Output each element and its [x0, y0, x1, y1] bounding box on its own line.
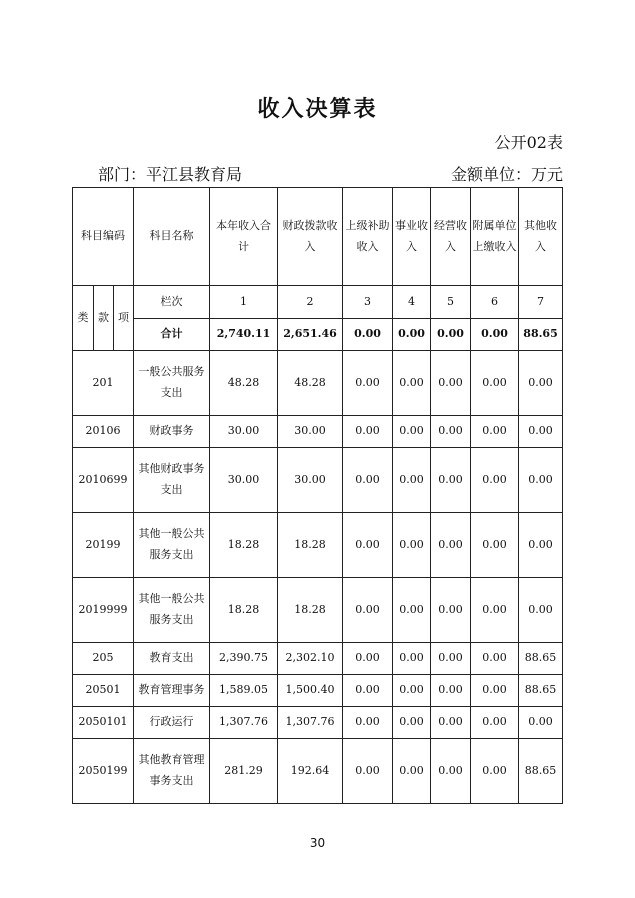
- total-cell: 0.00: [471, 319, 519, 351]
- amount-cell: 0.00: [393, 448, 431, 513]
- header-col1: 本年收入合计: [210, 188, 278, 286]
- amount-cell: 0.00: [471, 643, 519, 675]
- amount-cell: 0.00: [519, 416, 563, 448]
- amount-cell: 0.00: [343, 739, 393, 804]
- amount-cell: 0.00: [393, 739, 431, 804]
- subject-name: 教育管理事务: [134, 675, 210, 707]
- amount-cell: 0.00: [343, 578, 393, 643]
- amount-cell: 48.28: [210, 351, 278, 416]
- amount-cell: 0.00: [431, 513, 471, 578]
- amount-cell: 88.65: [519, 675, 563, 707]
- table-row: [73, 448, 563, 513]
- amount-cell: 0.00: [431, 643, 471, 675]
- amount-cell: 192.64: [278, 739, 343, 804]
- header-code: 科目编码: [73, 188, 134, 286]
- table-row: [73, 675, 563, 707]
- amount-cell: 0.00: [519, 351, 563, 416]
- col-num: 7: [519, 286, 563, 319]
- amount-cell: 30.00: [210, 448, 278, 513]
- amount-cell: 0.00: [393, 707, 431, 739]
- amount-cell: 1,589.05: [210, 675, 278, 707]
- amount-cell: 30.00: [278, 448, 343, 513]
- amount-cell: 0.00: [519, 448, 563, 513]
- amount-cell: 1,500.40: [278, 675, 343, 707]
- total-label: 合计: [134, 319, 210, 351]
- amount-cell: 0.00: [343, 416, 393, 448]
- subject-code: 201: [73, 351, 134, 416]
- total-cell: 0.00: [431, 319, 471, 351]
- amount-cell: 0.00: [471, 351, 519, 416]
- amount-cell: 0.00: [343, 707, 393, 739]
- subject-name: 其他教育管理事务支出: [134, 739, 210, 804]
- amount-cell: 0.00: [393, 675, 431, 707]
- amount-cell: 2,302.10: [278, 643, 343, 675]
- department-label: 部门：平江县教育局: [98, 165, 243, 184]
- amount-cell: 0.00: [471, 739, 519, 804]
- col-num: 1: [210, 286, 278, 319]
- page-number: 30: [309, 836, 326, 850]
- subject-code: 20501: [73, 675, 134, 707]
- amount-cell: 0.00: [431, 416, 471, 448]
- amount-cell: 0.00: [471, 707, 519, 739]
- amount-cell: 0.00: [431, 351, 471, 416]
- col-num: 5: [431, 286, 471, 319]
- amount-cell: 0.00: [393, 416, 431, 448]
- amount-cell: 30.00: [278, 416, 343, 448]
- header-col7: 其他收入: [519, 188, 563, 286]
- amount-cell: 0.00: [431, 707, 471, 739]
- header-col5: 经营收入: [431, 188, 471, 286]
- amount-cell: 0.00: [393, 643, 431, 675]
- amount-cell: 0.00: [471, 416, 519, 448]
- form-number: 公开02表: [494, 133, 563, 152]
- amount-cell: 0.00: [393, 578, 431, 643]
- amount-cell: 0.00: [431, 448, 471, 513]
- table-row: [73, 739, 563, 804]
- table-row: [73, 578, 563, 643]
- amount-cell: 30.00: [210, 416, 278, 448]
- amount-cell: 0.00: [431, 675, 471, 707]
- table-row: [73, 351, 563, 416]
- unit-label: 金额单位：万元: [450, 165, 563, 184]
- col-num: 3: [343, 286, 393, 319]
- amount-cell: 0.00: [471, 675, 519, 707]
- amount-cell: 0.00: [471, 513, 519, 578]
- amount-cell: 0.00: [471, 448, 519, 513]
- amount-cell: 0.00: [519, 707, 563, 739]
- amount-cell: 1,307.76: [278, 707, 343, 739]
- total-cell: 2,740.11: [210, 319, 278, 351]
- column-index-row: [73, 286, 563, 319]
- col-num: 2: [278, 286, 343, 319]
- amount-cell: 0.00: [431, 578, 471, 643]
- subject-code: 205: [73, 643, 134, 675]
- amount-cell: 0.00: [519, 513, 563, 578]
- col-num: 4: [393, 286, 431, 319]
- amount-cell: 0.00: [343, 351, 393, 416]
- subject-name: 其他一般公共服务支出: [134, 578, 210, 643]
- amount-cell: 281.29: [210, 739, 278, 804]
- col-num: 6: [471, 286, 519, 319]
- subject-code: 20199: [73, 513, 134, 578]
- table-row: [73, 416, 563, 448]
- header-col3: 上级补助收入: [343, 188, 393, 286]
- header-col6: 附属单位上缴收入: [471, 188, 519, 286]
- header-row: [73, 188, 563, 286]
- subject-code: 20106: [73, 416, 134, 448]
- subject-code: 2010699: [73, 448, 134, 513]
- header-kuan: 款: [94, 286, 114, 351]
- header-xiang: 项: [114, 286, 134, 351]
- subject-name: 行政运行: [134, 707, 210, 739]
- amount-cell: 0.00: [471, 578, 519, 643]
- total-cell: 88.65: [519, 319, 563, 351]
- header-name: 科目名称: [134, 188, 210, 286]
- header-col2: 财政拨款收入: [278, 188, 343, 286]
- amount-cell: 88.65: [519, 739, 563, 804]
- amount-cell: 88.65: [519, 643, 563, 675]
- amount-cell: 0.00: [343, 513, 393, 578]
- amount-cell: 1,307.76: [210, 707, 278, 739]
- table-row: [73, 707, 563, 739]
- amount-cell: 0.00: [343, 448, 393, 513]
- total-cell: 0.00: [343, 319, 393, 351]
- page-title: 收入决算表: [257, 97, 378, 122]
- amount-cell: 0.00: [519, 578, 563, 643]
- subject-name: 其他财政事务支出: [134, 448, 210, 513]
- subject-code: 2050199: [73, 739, 134, 804]
- subject-name: 财政事务: [134, 416, 210, 448]
- total-row: [73, 319, 563, 351]
- table-row: [73, 643, 563, 675]
- amount-cell: 18.28: [210, 578, 278, 643]
- total-cell: 0.00: [393, 319, 431, 351]
- subject-name: 教育支出: [134, 643, 210, 675]
- amount-cell: 18.28: [278, 578, 343, 643]
- amount-cell: 0.00: [431, 739, 471, 804]
- amount-cell: 0.00: [343, 643, 393, 675]
- amount-cell: 2,390.75: [210, 643, 278, 675]
- subject-code: 2050101: [73, 707, 134, 739]
- income-table: [72, 187, 563, 804]
- total-cell: 2,651.46: [278, 319, 343, 351]
- subject-name: 其他一般公共服务支出: [134, 513, 210, 578]
- amount-cell: 18.28: [210, 513, 278, 578]
- table-row: [73, 513, 563, 578]
- header-lei: 类: [73, 286, 94, 351]
- amount-cell: 0.00: [393, 513, 431, 578]
- amount-cell: 0.00: [393, 351, 431, 416]
- amount-cell: 0.00: [343, 675, 393, 707]
- header-col4: 事业收入: [393, 188, 431, 286]
- subject-code: 2019999: [73, 578, 134, 643]
- amount-cell: 48.28: [278, 351, 343, 416]
- subject-name: 一般公共服务支出: [134, 351, 210, 416]
- header-lanci: 栏次: [134, 286, 210, 319]
- amount-cell: 18.28: [278, 513, 343, 578]
